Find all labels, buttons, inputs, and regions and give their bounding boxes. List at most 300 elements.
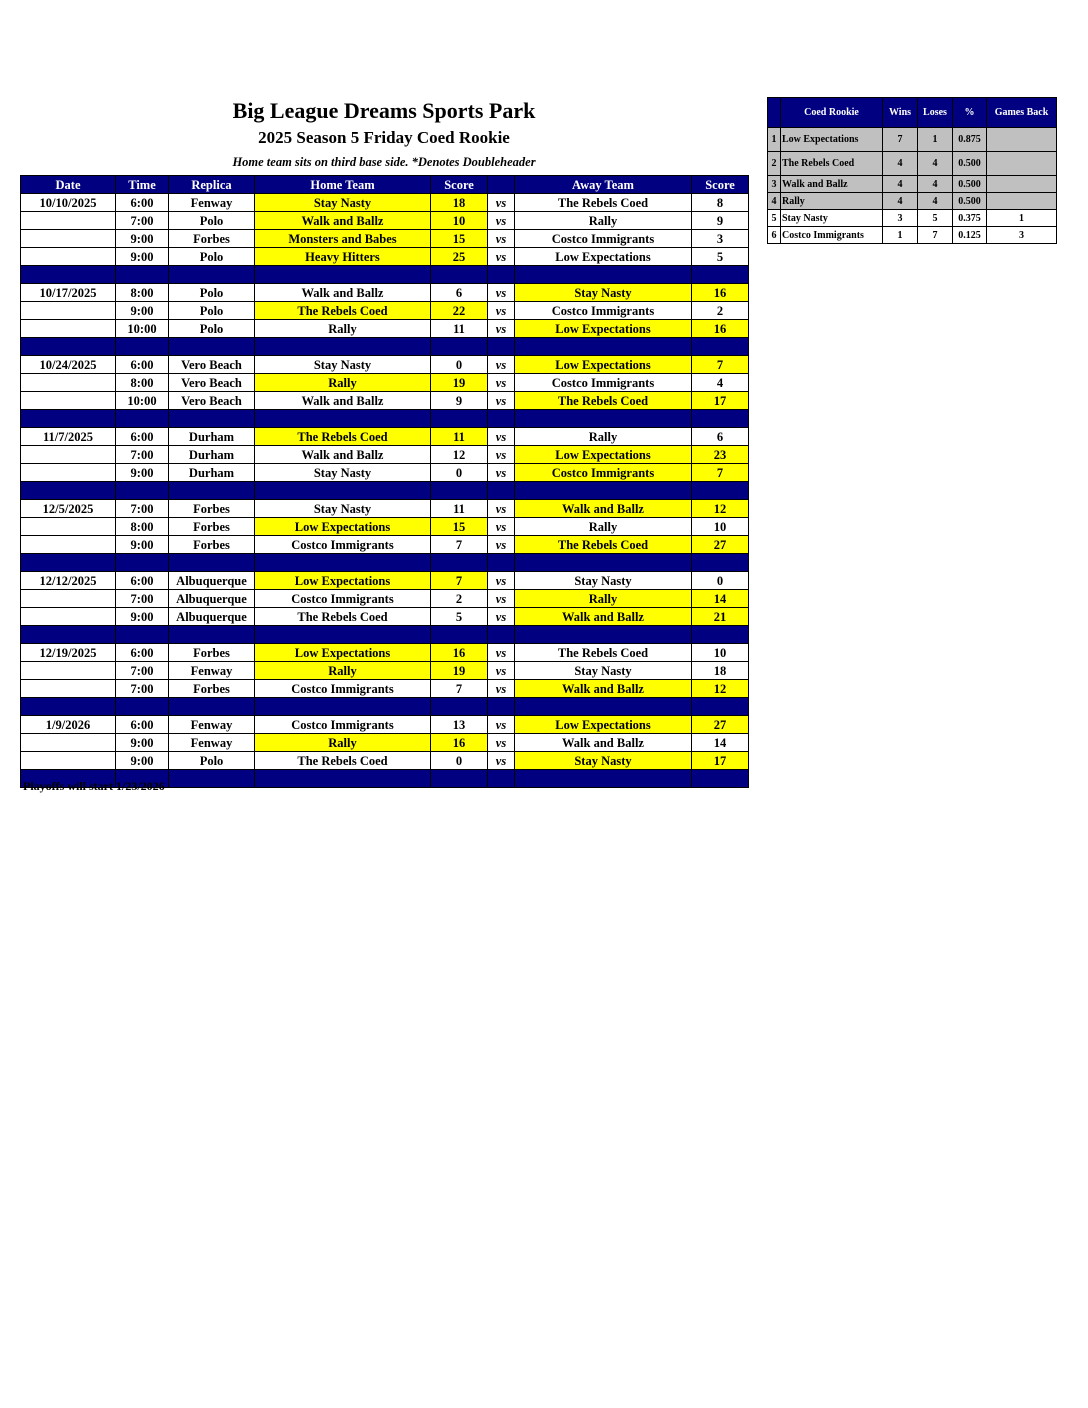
home-score: 7 (431, 572, 488, 590)
away-team: Costco Immigrants (515, 302, 692, 320)
week-separator (21, 698, 749, 716)
away-team: Rally (515, 518, 692, 536)
vs-label: vs (488, 464, 515, 482)
column-header-away-score: Score (692, 176, 749, 194)
away-score: 12 (692, 680, 749, 698)
game-row (21, 248, 749, 266)
home-score: 0 (431, 464, 488, 482)
home-team: Stay Nasty (255, 500, 431, 518)
home-team: Low Expectations (255, 518, 431, 536)
separator-cell (21, 266, 116, 284)
standings-games-back (987, 176, 1057, 193)
separator-cell (431, 554, 488, 572)
page-title: Big League Dreams Sports Park (232, 98, 536, 123)
vs-label: vs (488, 680, 515, 698)
game-field: Albuquerque (169, 608, 255, 626)
game-time: 9:00 (116, 248, 169, 266)
standings-table (767, 97, 1057, 244)
separator-cell (169, 410, 255, 428)
away-team: Low Expectations (515, 716, 692, 734)
away-score: 3 (692, 230, 749, 248)
separator-cell (255, 410, 431, 428)
home-score: 0 (431, 752, 488, 770)
week-separator (21, 266, 749, 284)
standings-pct: 0.500 (953, 193, 987, 210)
column-header-home-score: Score (431, 176, 488, 194)
standings-row (768, 128, 1057, 152)
vs-label: vs (488, 284, 515, 302)
separator-cell (255, 698, 431, 716)
game-date (21, 752, 116, 770)
away-team: Costco Immigrants (515, 464, 692, 482)
game-field: Polo (169, 284, 255, 302)
home-score: 16 (431, 644, 488, 662)
separator-cell (488, 554, 515, 572)
separator-cell (515, 266, 692, 284)
separator-cell (692, 770, 749, 788)
vs-label: vs (488, 590, 515, 608)
home-score: 7 (431, 680, 488, 698)
vs-label: vs (488, 302, 515, 320)
column-header-away-team: Away Team (515, 176, 692, 194)
week-separator (21, 626, 749, 644)
game-date (21, 680, 116, 698)
away-team: The Rebels Coed (515, 644, 692, 662)
separator-cell (515, 410, 692, 428)
game-time: 8:00 (116, 374, 169, 392)
away-score: 7 (692, 356, 749, 374)
separator-cell (21, 410, 116, 428)
separator-cell (431, 482, 488, 500)
standings-pct: 0.500 (953, 152, 987, 176)
game-date (21, 536, 116, 554)
away-score: 0 (692, 572, 749, 590)
separator-cell (431, 266, 488, 284)
home-team: The Rebels Coed (255, 302, 431, 320)
home-score: 9 (431, 392, 488, 410)
game-time: 9:00 (116, 302, 169, 320)
home-score: 13 (431, 716, 488, 734)
away-score: 18 (692, 662, 749, 680)
game-row (21, 302, 749, 320)
separator-cell (431, 770, 488, 788)
away-team: The Rebels Coed (515, 536, 692, 554)
home-team: Stay Nasty (255, 194, 431, 212)
standings-loses: 5 (918, 210, 953, 227)
standings-header-pct: % (953, 98, 987, 128)
separator-cell (21, 626, 116, 644)
away-team: Stay Nasty (515, 662, 692, 680)
game-date: 12/19/2025 (21, 644, 116, 662)
standings-header-wins: Wins (883, 98, 918, 128)
game-field: Durham (169, 464, 255, 482)
separator-cell (255, 770, 431, 788)
separator-cell (692, 698, 749, 716)
game-field: Fenway (169, 734, 255, 752)
game-time: 7:00 (116, 680, 169, 698)
home-team: Costco Immigrants (255, 716, 431, 734)
schedule-table (20, 175, 749, 788)
game-time: 9:00 (116, 734, 169, 752)
away-team: Walk and Ballz (515, 680, 692, 698)
separator-cell (431, 698, 488, 716)
vs-label: vs (488, 356, 515, 374)
away-team: Stay Nasty (515, 572, 692, 590)
standings-team: Costco Immigrants (781, 227, 883, 244)
game-row (21, 644, 749, 662)
game-field: Polo (169, 248, 255, 266)
game-field: Polo (169, 752, 255, 770)
game-field: Forbes (169, 518, 255, 536)
standings-loses: 7 (918, 227, 953, 244)
home-score: 22 (431, 302, 488, 320)
separator-cell (116, 626, 169, 644)
home-team: Monsters and Babes (255, 230, 431, 248)
away-team: Low Expectations (515, 446, 692, 464)
game-row (21, 716, 749, 734)
vs-label: vs (488, 608, 515, 626)
home-score: 25 (431, 248, 488, 266)
game-field: Forbes (169, 644, 255, 662)
home-team: Costco Immigrants (255, 680, 431, 698)
game-time: 6:00 (116, 356, 169, 374)
home-score: 0 (431, 356, 488, 374)
vs-label: vs (488, 644, 515, 662)
game-row (21, 518, 749, 536)
week-separator (21, 410, 749, 428)
separator-cell (169, 482, 255, 500)
separator-cell (255, 338, 431, 356)
vs-label: vs (488, 752, 515, 770)
standings-header-row (768, 98, 1057, 128)
separator-cell (488, 410, 515, 428)
game-time: 9:00 (116, 608, 169, 626)
home-team: Rally (255, 662, 431, 680)
game-field: Durham (169, 428, 255, 446)
playoffs-note: Playoffs will start 1/23/2026 (23, 779, 165, 793)
separator-cell (21, 338, 116, 356)
standings-header-division: Coed Rookie (781, 98, 883, 128)
game-row (21, 734, 749, 752)
game-date (21, 464, 116, 482)
standings-rank: 1 (768, 128, 781, 152)
standings-loses: 4 (918, 176, 953, 193)
game-row (21, 374, 749, 392)
standings-games-back (987, 193, 1057, 210)
game-row (21, 284, 749, 302)
home-team: Low Expectations (255, 572, 431, 590)
standings-wins: 3 (883, 210, 918, 227)
home-team: Heavy Hitters (255, 248, 431, 266)
away-score: 14 (692, 734, 749, 752)
home-score: 7 (431, 536, 488, 554)
game-date: 11/7/2025 (21, 428, 116, 446)
game-date: 12/5/2025 (21, 500, 116, 518)
game-row (21, 500, 749, 518)
separator-cell (255, 482, 431, 500)
separator-cell (431, 410, 488, 428)
away-team: Low Expectations (515, 248, 692, 266)
game-time: 6:00 (116, 194, 169, 212)
game-row (21, 446, 749, 464)
home-score: 12 (431, 446, 488, 464)
away-score: 7 (692, 464, 749, 482)
home-team: Walk and Ballz (255, 446, 431, 464)
standings-header-games-back: Games Back (987, 98, 1057, 128)
home-team: Rally (255, 320, 431, 338)
away-score: 14 (692, 590, 749, 608)
separator-cell (21, 482, 116, 500)
away-team: Low Expectations (515, 320, 692, 338)
schedule-note: Home team sits on third base side. *Denotes Doubleheader (232, 155, 536, 169)
separator-cell (515, 698, 692, 716)
game-date (21, 446, 116, 464)
game-date: 1/9/2026 (21, 716, 116, 734)
separator-cell (515, 338, 692, 356)
away-score: 12 (692, 500, 749, 518)
standings-row (768, 152, 1057, 176)
separator-cell (488, 626, 515, 644)
standings-rank: 2 (768, 152, 781, 176)
home-team: Rally (255, 374, 431, 392)
away-team: The Rebels Coed (515, 392, 692, 410)
standings-wins: 4 (883, 193, 918, 210)
separator-cell (488, 338, 515, 356)
game-time: 9:00 (116, 752, 169, 770)
standings-pct: 0.375 (953, 210, 987, 227)
game-date (21, 248, 116, 266)
separator-cell (692, 626, 749, 644)
standings-header-loses: Loses (918, 98, 953, 128)
separator-cell (488, 698, 515, 716)
home-score: 11 (431, 428, 488, 446)
game-row (21, 320, 749, 338)
game-time: 7:00 (116, 446, 169, 464)
game-date (21, 608, 116, 626)
game-time: 9:00 (116, 464, 169, 482)
away-team: Costco Immigrants (515, 374, 692, 392)
game-time: 10:00 (116, 392, 169, 410)
vs-label: vs (488, 536, 515, 554)
standings-games-back: 1 (987, 210, 1057, 227)
vs-label: vs (488, 320, 515, 338)
home-score: 6 (431, 284, 488, 302)
home-score: 2 (431, 590, 488, 608)
column-header-time: Time (116, 176, 169, 194)
standings-games-back: 3 (987, 227, 1057, 244)
game-row (21, 392, 749, 410)
game-row (21, 662, 749, 680)
game-field: Albuquerque (169, 590, 255, 608)
separator-cell (692, 338, 749, 356)
column-header-replica: Replica (169, 176, 255, 194)
game-field: Durham (169, 446, 255, 464)
away-score: 23 (692, 446, 749, 464)
game-time: 7:00 (116, 500, 169, 518)
game-date: 12/12/2025 (21, 572, 116, 590)
game-date (21, 392, 116, 410)
game-field: Polo (169, 212, 255, 230)
game-date (21, 590, 116, 608)
game-date (21, 230, 116, 248)
week-separator (21, 482, 749, 500)
away-team: Rally (515, 428, 692, 446)
game-row (21, 590, 749, 608)
separator-cell (255, 554, 431, 572)
home-score: 11 (431, 500, 488, 518)
game-time: 8:00 (116, 518, 169, 536)
week-separator (21, 554, 749, 572)
away-score: 5 (692, 248, 749, 266)
home-team: Costco Immigrants (255, 536, 431, 554)
home-team: Stay Nasty (255, 464, 431, 482)
vs-label: vs (488, 248, 515, 266)
home-score: 18 (431, 194, 488, 212)
away-score: 4 (692, 374, 749, 392)
game-field: Fenway (169, 194, 255, 212)
separator-cell (515, 626, 692, 644)
separator-cell (255, 626, 431, 644)
game-time: 7:00 (116, 662, 169, 680)
away-team: Walk and Ballz (515, 608, 692, 626)
game-field: Vero Beach (169, 392, 255, 410)
standings-team: Walk and Ballz (781, 176, 883, 193)
separator-cell (692, 410, 749, 428)
separator-cell (169, 554, 255, 572)
away-score: 9 (692, 212, 749, 230)
separator-cell (515, 554, 692, 572)
away-score: 2 (692, 302, 749, 320)
away-team: Rally (515, 212, 692, 230)
game-field: Polo (169, 320, 255, 338)
game-row (21, 536, 749, 554)
standings-loses: 4 (918, 152, 953, 176)
standings-wins: 1 (883, 227, 918, 244)
week-separator (21, 338, 749, 356)
separator-cell (21, 554, 116, 572)
home-team: Walk and Ballz (255, 212, 431, 230)
game-time: 10:00 (116, 320, 169, 338)
standings-games-back (987, 128, 1057, 152)
game-time: 6:00 (116, 428, 169, 446)
standings-team: Stay Nasty (781, 210, 883, 227)
game-date: 10/24/2025 (21, 356, 116, 374)
game-date (21, 320, 116, 338)
separator-cell (692, 266, 749, 284)
game-row (21, 356, 749, 374)
game-time: 9:00 (116, 536, 169, 554)
game-row (21, 230, 749, 248)
game-field: Forbes (169, 500, 255, 518)
away-score: 21 (692, 608, 749, 626)
game-field: Forbes (169, 230, 255, 248)
separator-cell (692, 482, 749, 500)
game-time: 8:00 (116, 284, 169, 302)
home-team: Walk and Ballz (255, 284, 431, 302)
game-field: Vero Beach (169, 374, 255, 392)
game-date (21, 302, 116, 320)
game-date (21, 734, 116, 752)
separator-cell (21, 698, 116, 716)
away-score: 10 (692, 644, 749, 662)
standings-rank: 5 (768, 210, 781, 227)
away-team: Stay Nasty (515, 752, 692, 770)
game-row (21, 428, 749, 446)
standings-loses: 1 (918, 128, 953, 152)
away-team: Rally (515, 590, 692, 608)
vs-label: vs (488, 662, 515, 680)
home-score: 19 (431, 374, 488, 392)
game-time: 9:00 (116, 230, 169, 248)
game-field: Fenway (169, 662, 255, 680)
standings-body (768, 128, 1057, 244)
separator-cell (169, 770, 255, 788)
game-row (21, 194, 749, 212)
away-score: 27 (692, 536, 749, 554)
game-time: 7:00 (116, 212, 169, 230)
separator-cell (169, 338, 255, 356)
away-team: Costco Immigrants (515, 230, 692, 248)
game-date (21, 518, 116, 536)
standings-wins: 4 (883, 176, 918, 193)
away-team: Stay Nasty (515, 284, 692, 302)
game-date (21, 662, 116, 680)
home-score: 15 (431, 518, 488, 536)
standings-pct: 0.125 (953, 227, 987, 244)
game-row (21, 608, 749, 626)
separator-cell (169, 698, 255, 716)
vs-label: vs (488, 428, 515, 446)
game-row (21, 680, 749, 698)
standings-row (768, 210, 1057, 227)
away-score: 8 (692, 194, 749, 212)
standings-row (768, 193, 1057, 210)
standings-row (768, 227, 1057, 244)
vs-label: vs (488, 518, 515, 536)
separator-cell (515, 482, 692, 500)
home-team: Walk and Ballz (255, 392, 431, 410)
game-time: 6:00 (116, 716, 169, 734)
game-date: 10/10/2025 (21, 194, 116, 212)
home-score: 15 (431, 230, 488, 248)
vs-label: vs (488, 194, 515, 212)
separator-cell (488, 770, 515, 788)
standings-team: Low Expectations (781, 128, 883, 152)
separator-cell (431, 626, 488, 644)
home-score: 5 (431, 608, 488, 626)
game-row (21, 212, 749, 230)
game-date: 10/17/2025 (21, 284, 116, 302)
separator-cell (255, 266, 431, 284)
home-score: 10 (431, 212, 488, 230)
separator-cell (692, 554, 749, 572)
away-score: 17 (692, 392, 749, 410)
home-team: The Rebels Coed (255, 608, 431, 626)
vs-label: vs (488, 500, 515, 518)
home-team: Rally (255, 734, 431, 752)
home-score: 19 (431, 662, 488, 680)
home-score: 11 (431, 320, 488, 338)
vs-label: vs (488, 374, 515, 392)
away-score: 6 (692, 428, 749, 446)
vs-label: vs (488, 716, 515, 734)
away-score: 17 (692, 752, 749, 770)
game-row (21, 464, 749, 482)
game-field: Fenway (169, 716, 255, 734)
standings-pct: 0.875 (953, 128, 987, 152)
separator-cell (488, 482, 515, 500)
standings-rank: 3 (768, 176, 781, 193)
